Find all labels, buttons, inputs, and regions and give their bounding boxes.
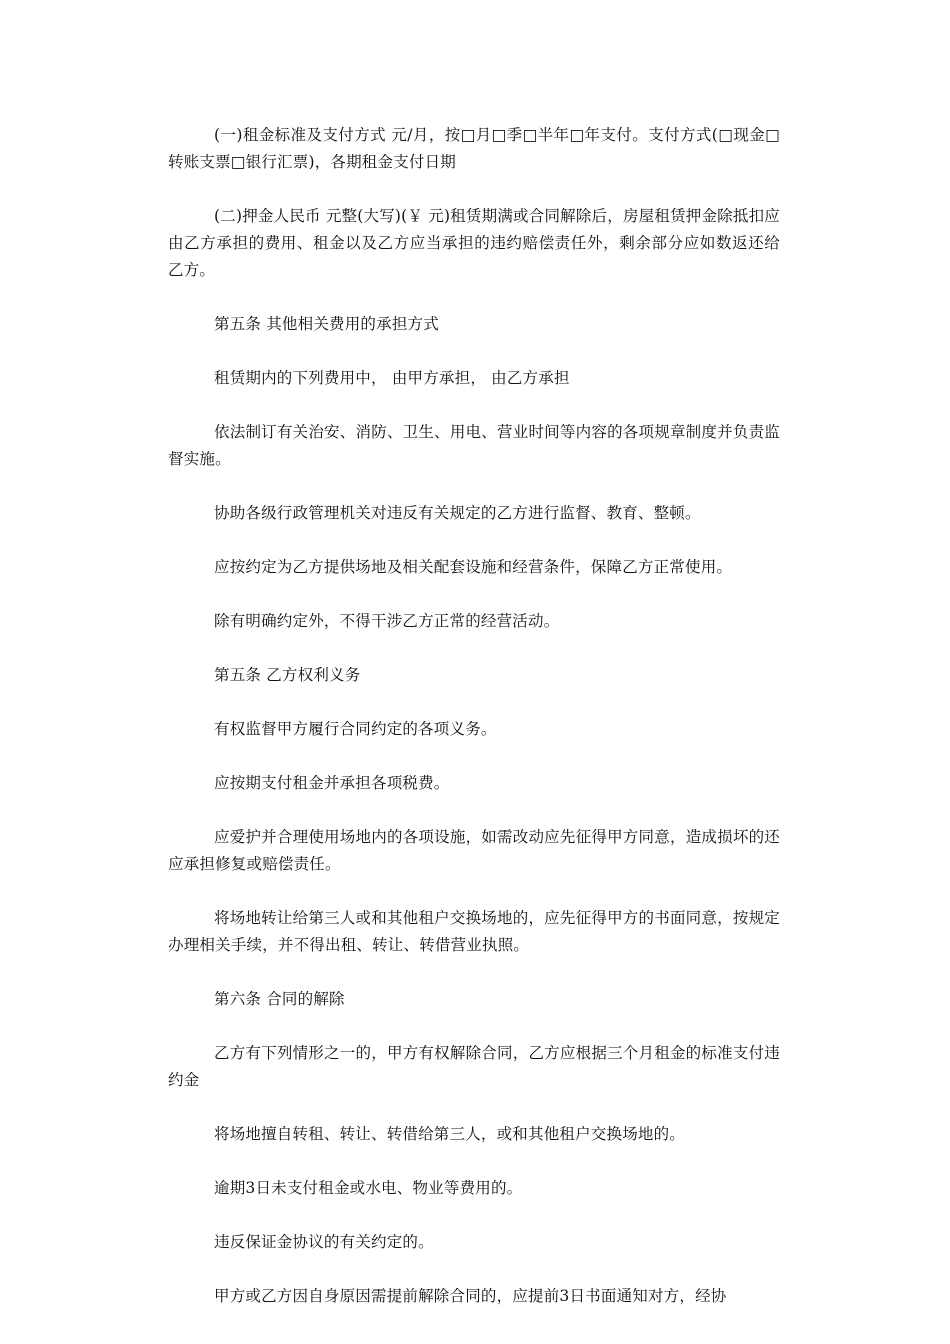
paragraph-fee-allocation: 租赁期内的下列费用中， 由甲方承担， 由乙方承担	[214, 369, 570, 387]
paragraph-overdue: 逾期3日未支付租金或水电、物业等费用的。	[214, 1179, 523, 1197]
article-heading-fees: 第五条 其他相关费用的承担方式	[214, 315, 439, 333]
paragraph-care-facilities: 应爱护并合理使用场地内的各项设施，如需改动应先征得甲方同意，造成损坏的还应承担修复或赔偿责任。	[168, 828, 780, 873]
paragraph-sublet: 将场地擅自转租、转让、转借给第三人，或和其他租户交换场地的。	[214, 1125, 686, 1143]
paragraph-rent-standard: (一)租金标准及支付方式 元/月，按□月□季□半年□年支付。支付方式(□现金□转账支票□银行汇票)，各期租金支付日期	[168, 126, 780, 171]
paragraph-provide-venue: 应按约定为乙方提供场地及相关配套设施和经营条件，保障乙方正常使用。	[214, 558, 733, 576]
paragraph-termination-conditions: 乙方有下列情形之一的，甲方有权解除合同，乙方应根据三个月租金的标准支付违约金	[168, 1044, 780, 1089]
paragraph-early-termination: 甲方或乙方因自身原因需提前解除合同的，应提前3日书面通知对方，经协	[214, 1287, 727, 1305]
paragraph-rules: 依法制订有关治安、消防、卫生、用电、营业时间等内容的各项规章制度并负责监督实施。	[168, 423, 780, 468]
paragraph-deposit: (二)押金人民币 元整(大写)(￥ 元)租赁期满或合同解除后，房屋租赁押金除抵扣应由乙方承担的费用、租金以及乙方应当承担的违约赔偿责任外，剩余部分应如数返还给乙方。	[168, 207, 780, 279]
article-heading-tenant-rights: 第五条 乙方权利义务	[214, 666, 361, 684]
paragraph-transfer: 将场地转让给第三人或和其他租户交换场地的，应先征得甲方的书面同意，按规定办理相关手续，并不得出租、转让、转借营业执照。	[168, 909, 780, 954]
article-heading-termination: 第六条 合同的解除	[214, 990, 345, 1008]
document-body	[168, 122, 780, 1337]
paragraph-assist-authorities: 协助各级行政管理机关对违反有关规定的乙方进行监督、教育、整顿。	[214, 504, 701, 522]
paragraph-no-interference: 除有明确约定外，不得干涉乙方正常的经营活动。	[214, 612, 560, 630]
paragraph-supervise: 有权监督甲方履行合同约定的各项义务。	[214, 720, 497, 738]
paragraph-deposit-violation: 违反保证金协议的有关约定的。	[214, 1233, 434, 1251]
paragraph-pay-rent: 应按期支付租金并承担各项税费。	[214, 774, 450, 792]
